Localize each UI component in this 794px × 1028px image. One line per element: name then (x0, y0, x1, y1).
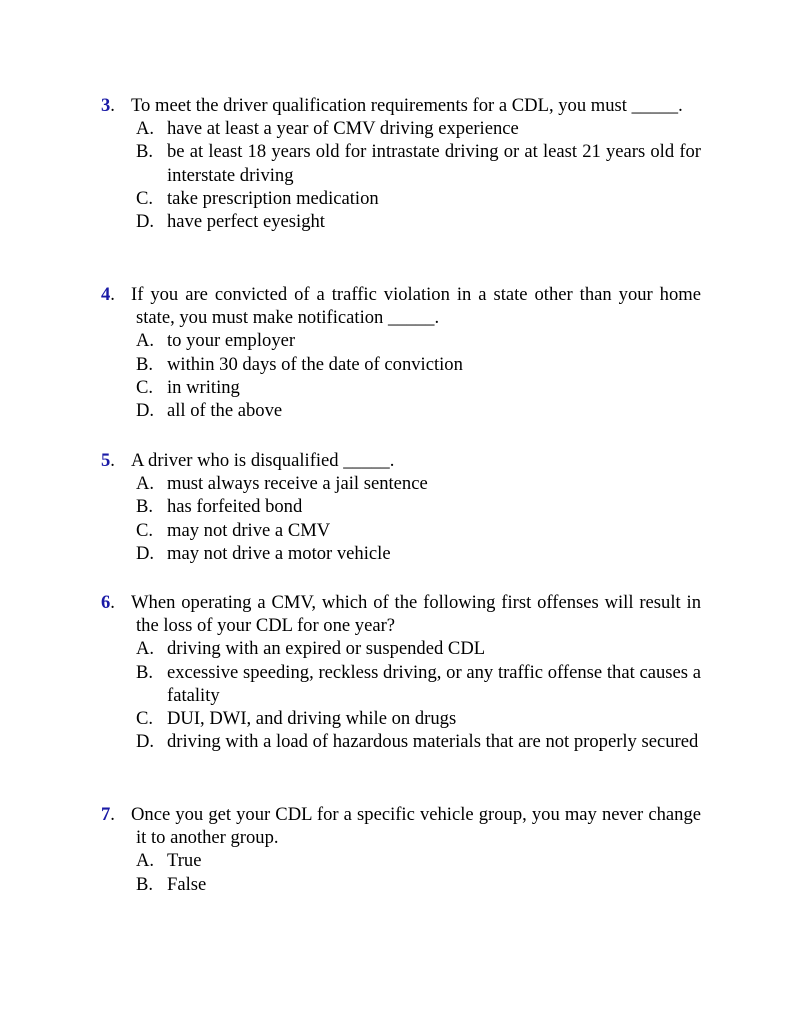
answer-option-a (101, 849, 701, 872)
answer-letter: B. (136, 661, 154, 683)
answer-text: all of the above (167, 400, 283, 422)
answer-option-d (101, 210, 701, 233)
answer-text: driving with a load of hazardous materials that are not properly secured (167, 731, 699, 753)
answer-text: within 30 days of the date of conviction (167, 353, 463, 375)
answer-letter: B. (136, 496, 154, 518)
question-7 (101, 803, 701, 896)
answer-option-b (101, 873, 701, 896)
answer-letter: A. (136, 118, 155, 140)
answer-letter: D. (136, 211, 155, 233)
answer-text: True (167, 850, 202, 872)
question-number: 6. (101, 592, 115, 613)
answer-text: may not drive a motor vehicle (167, 542, 391, 564)
answer-letter: A. (136, 638, 155, 660)
answer-list (101, 117, 701, 233)
answer-text: DUI, DWI, and driving while on drugs (167, 708, 457, 730)
answer-option-c (101, 376, 701, 399)
answer-letter: C. (136, 376, 154, 398)
answer-text: in writing (167, 376, 240, 398)
answer-text: to your employer (167, 330, 296, 352)
answer-text: driving with an expired or suspended CDL (167, 638, 486, 660)
question-number: 7. (101, 804, 115, 825)
answer-text: excessive speeding, reckless driving, or any traffic offense that causes a fatality (167, 661, 701, 706)
answer-letter: B. (136, 873, 154, 895)
answer-option-c (101, 187, 701, 210)
question-6 (101, 591, 701, 753)
answer-option-b (101, 661, 701, 707)
answer-letter: B. (136, 141, 154, 163)
answer-option-c (101, 519, 701, 542)
answer-text: have perfect eyesight (167, 211, 325, 233)
answer-option-a (101, 637, 701, 660)
answer-letter: A. (136, 473, 155, 495)
question-text: A driver who is disqualified _____. (131, 450, 395, 471)
answer-option-b (101, 353, 701, 376)
answer-letter: C. (136, 519, 154, 541)
answer-option-a (101, 329, 701, 352)
question-3 (101, 94, 701, 233)
answer-option-d (101, 399, 701, 422)
answer-text: False (167, 873, 207, 895)
answer-option-b (101, 140, 701, 186)
answer-letter: D. (136, 400, 155, 422)
answer-letter: C. (136, 187, 154, 209)
answer-option-b (101, 495, 701, 518)
question-number: 4. (101, 284, 115, 305)
answer-list (101, 849, 701, 895)
answer-list (101, 472, 701, 565)
question-text: Once you get your CDL for a specific vehicle group, you may never change it to another group. (131, 804, 701, 849)
question-5 (101, 449, 701, 565)
question-number: 5. (101, 450, 115, 471)
answer-text: has forfeited bond (167, 496, 303, 518)
answer-option-a (101, 472, 701, 495)
question-number: 3. (101, 95, 115, 116)
question-4 (101, 283, 701, 422)
answer-text: must always receive a jail sentence (167, 473, 428, 495)
answer-letter: D. (136, 542, 155, 564)
answer-list (101, 329, 701, 422)
answer-text: take prescription medication (167, 187, 379, 209)
answer-text: be at least 18 years old for intrastate driving or at least 21 years old for interstate driving (167, 141, 701, 186)
answer-option-c (101, 707, 701, 730)
question-text: When operating a CMV, which of the following first offenses will result in the loss of your CDL for one year? (131, 592, 701, 637)
answer-letter: A. (136, 330, 155, 352)
answer-letter: B. (136, 353, 154, 375)
answer-list (101, 637, 701, 753)
answer-option-d (101, 542, 701, 565)
question-text: If you are convicted of a traffic violation in a state other than your home state, you must make notification _____. (131, 284, 701, 329)
answer-option-a (101, 117, 701, 140)
question-text: To meet the driver qualification requirements for a CDL, you must _____. (131, 95, 683, 116)
answer-letter: C. (136, 708, 154, 730)
answer-text: have at least a year of CMV driving experience (167, 118, 519, 140)
answer-option-d (101, 730, 701, 753)
answer-letter: D. (136, 731, 155, 753)
answer-letter: A. (136, 850, 155, 872)
answer-text: may not drive a CMV (167, 519, 331, 541)
